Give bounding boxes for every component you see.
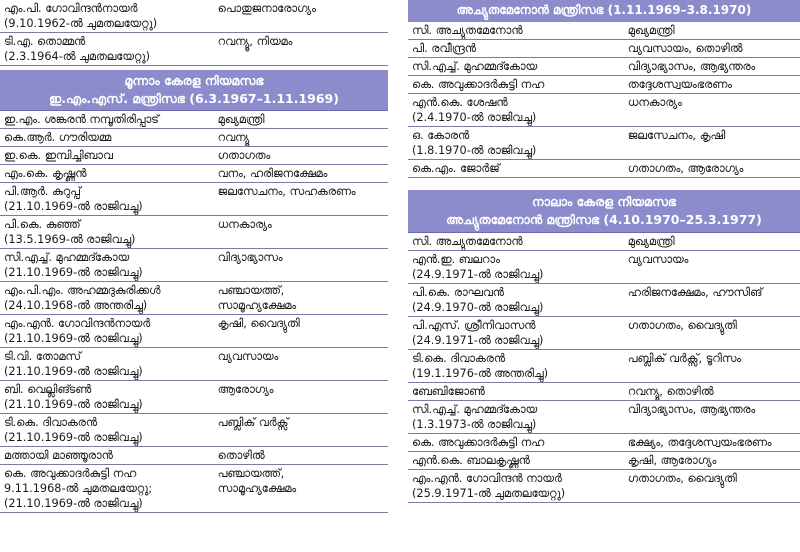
table-row	[408, 350, 800, 383]
table-row	[0, 216, 388, 249]
section-subtitle: അച്യുതമേനോൻ മന്ത്രിസഭ (4.10.1970–25.3.1977)	[446, 212, 762, 227]
minister-name-cell	[0, 447, 214, 465]
minister-name-cell	[0, 165, 214, 183]
portfolio: ധനകാര്യം	[217, 218, 272, 231]
portfolio: തൊഴിൽ	[217, 449, 265, 462]
minister-name-cell	[408, 76, 624, 94]
minister-name: കെ. അവുക്കാദർകുട്ടി നഹ	[4, 467, 137, 480]
left-column	[0, 0, 388, 513]
minister-note: (2.3.1964-ൽ ചുമതലയേറ്റു)	[4, 50, 150, 63]
minister-name: ഇ.എം. ശങ്കരൻ നമ്പൂതിരിപ്പാട്	[4, 113, 159, 126]
portfolio: മുഖ്യമന്ത്രി	[217, 113, 265, 126]
minister-name: സി. അച്യുതമേനോൻ	[412, 235, 523, 248]
minister-name-cell	[408, 317, 624, 350]
table-row	[408, 452, 800, 470]
minister-name-cell	[408, 40, 624, 58]
portfolio-cell	[214, 147, 388, 165]
ministers-table-left-top	[0, 0, 388, 66]
minister-note: (21.10.1969-ൽ രാജിവച്ചു)	[4, 431, 143, 444]
portfolio: വ്യവസായം, തൊഴിൽ	[627, 42, 743, 55]
table-row	[408, 470, 800, 503]
portfolio: വ്യവസായം	[217, 350, 279, 363]
portfolio: കൃഷി, ആരോഗ്യം	[627, 454, 717, 467]
table-row	[408, 284, 800, 317]
portfolio: റവന്യൂ	[217, 131, 250, 144]
minister-name: ടി.എ. തൊമ്മൻ	[4, 35, 86, 48]
portfolio-cell	[214, 447, 388, 465]
minister-note: (2.4.1970-ൽ രാജിവച്ചു)	[412, 111, 537, 124]
table-row	[408, 233, 800, 251]
portfolio: ജലസേചനം, സഹകരണം	[217, 185, 356, 198]
portfolio: മുഖ്യമന്ത്രി	[627, 24, 675, 37]
minister-note: (25.9.1971-ൽ ചുമതലയേറ്റു)	[412, 487, 566, 500]
minister-name-cell	[408, 470, 624, 503]
minister-name: എം.കെ. കൃഷ്ണൻ	[4, 167, 87, 180]
portfolio-cell	[624, 127, 800, 160]
portfolio-cell	[624, 94, 800, 127]
minister-name: ടി.വി. തോമസ്	[4, 350, 81, 363]
portfolio: കൃഷി, വൈദ്യുതി	[217, 317, 300, 330]
minister-name-cell	[408, 233, 624, 251]
portfolio-cell	[624, 470, 800, 503]
minister-name: സി.എച്ച്. മുഹമ്മദ്കോയ	[412, 60, 537, 73]
minister-name-cell	[0, 129, 214, 147]
portfolio: ഗതാഗതം, ആരോഗ്യം	[627, 162, 744, 175]
minister-name: കെ.എം. ജോർജ്	[412, 162, 500, 175]
portfolio: ഗതാഗതം	[217, 149, 271, 162]
portfolio-cell	[624, 401, 800, 434]
minister-name-cell	[0, 111, 214, 129]
minister-name-cell	[0, 33, 214, 66]
minister-note: (1.3.1973-ൽ രാജിവച്ചു)	[412, 418, 537, 431]
minister-name: മത്തായി മാഞ്ഞൂരാൻ	[4, 449, 113, 462]
portfolio: ഹരിജനക്ഷേമം, ഹൗസിങ്	[627, 286, 763, 299]
minister-name: എൻ.ഇ. ബലറാം	[412, 253, 500, 266]
section-header-third-assembly	[0, 70, 388, 111]
minister-name-cell	[408, 350, 624, 383]
table-row	[0, 165, 388, 183]
minister-name-cell	[408, 58, 624, 76]
minister-name-cell	[0, 249, 214, 282]
portfolio-cell	[624, 22, 800, 40]
portfolio: ധനകാര്യം	[627, 96, 682, 109]
portfolio-cell: റവന്യൂ, നിയമം	[214, 33, 388, 66]
minister-name: പി.ആർ. കുറുപ്പ്	[4, 185, 81, 198]
portfolio: വനം, ഹരിജനക്ഷേമം	[217, 167, 328, 180]
portfolio: പഞ്ചായത്ത്,	[217, 284, 285, 297]
table-row	[408, 160, 800, 178]
minister-note: (24.9.1971-ൽ രാജിവച്ചു)	[412, 268, 544, 281]
minister-name: പി.കെ. രാഘവൻ	[412, 286, 504, 299]
portfolio-cell	[214, 414, 388, 447]
table-row	[0, 33, 388, 66]
minister-note: (21.10.1969-ൽ രാജിവച്ചു)	[4, 332, 143, 345]
minister-note: (24.10.1968-ൽ അന്തരിച്ചു)	[4, 299, 148, 312]
table-row	[408, 58, 800, 76]
portfolio-cell	[624, 58, 800, 76]
table-row	[0, 465, 388, 513]
minister-name: സി. അച്യുതമേനോൻ	[412, 24, 523, 37]
minister-name-cell	[0, 315, 214, 348]
minister-name: എം.എൻ. ഗോവിന്ദൻ നായർ	[412, 472, 562, 485]
table-row	[0, 0, 388, 33]
minister-note: (13.5.1969-ൽ രാജിവച്ചു)	[4, 233, 136, 246]
minister-name: സി.എച്ച്. മുഹമ്മദ്കോയ	[412, 403, 537, 416]
portfolio-cell	[624, 350, 800, 383]
minister-note: (21.10.1969-ൽ രാജിവച്ചു)	[4, 200, 143, 213]
portfolio-cell	[624, 452, 800, 470]
minister-name-cell	[408, 127, 624, 160]
portfolio: സാമൂഹ്യക്ഷേമം	[217, 482, 297, 495]
table-row	[0, 381, 388, 414]
minister-name: കെ. അവുക്കാദർകുട്ടി നഹ	[412, 436, 545, 449]
portfolio-cell	[214, 129, 388, 147]
minister-name-cell	[0, 381, 214, 414]
portfolio: പബ്ലിക് വർക്സ്, ടൂറിസം	[627, 352, 741, 365]
section-subtitle: ഇ.എം.എസ്. മന്ത്രിസഭ (6.3.1967–1.11.1969)	[49, 91, 339, 106]
portfolio: ജലസേചനം, കൃഷി	[627, 129, 726, 142]
section-header-achuthamenon-1: അച്യുതമേനോൻ മന്ത്രിസഭ (1.11.1969–3.8.1970)	[408, 0, 800, 22]
minister-name: പി.കെ. കുഞ്ഞ്	[4, 218, 81, 231]
portfolio: ഭക്ഷ്യം, തദ്ദേശസ്വയംഭരണം	[627, 436, 772, 449]
portfolio: മുഖ്യമന്ത്രി	[627, 235, 675, 248]
table-row	[0, 111, 388, 129]
minister-name-cell	[0, 0, 214, 33]
table-row	[408, 40, 800, 58]
table-row	[408, 251, 800, 284]
minister-name: എം.എൻ. ഗോവിന്ദൻനായർ	[4, 317, 151, 330]
table-row	[0, 348, 388, 381]
portfolio: പഞ്ചായത്ത്,	[217, 467, 285, 480]
minister-note: (21.10.1969-ൽ രാജിവച്ചു)	[4, 266, 143, 279]
minister-name-cell	[408, 434, 624, 452]
minister-name-cell	[0, 348, 214, 381]
portfolio-cell	[624, 317, 800, 350]
minister-name: ഒ. കോരൻ	[412, 129, 470, 142]
minister-name: പി. രവീന്ദ്രൻ	[412, 42, 476, 55]
section-title: നാലാം കേരള നിയമസഭ	[532, 194, 676, 209]
table-row	[0, 249, 388, 282]
portfolio: ഗതാഗതം, വൈദ്യുതി	[627, 472, 737, 485]
minister-name-cell	[408, 452, 624, 470]
minister-note: (9.10.1962-ൽ ചുമതലയേറ്റു)	[4, 17, 158, 30]
minister-note: (21.10.1969-ൽ രാജിവച്ചു)	[4, 398, 143, 411]
minister-note: (24.9.1970-ൽ രാജിവച്ചു)	[412, 301, 544, 314]
minister-name: കെ.ആർ. ഗൗരിയമ്മ	[4, 131, 112, 144]
portfolio: പബ്ലിക് വർക്സ്	[217, 416, 289, 429]
minister-name: കെ. അവുക്കാദർകുട്ടി നഹ	[412, 78, 545, 91]
portfolio-cell	[624, 40, 800, 58]
minister-name: ബേബിജോൺ	[412, 385, 485, 398]
portfolio-cell	[214, 315, 388, 348]
minister-name-cell	[408, 383, 624, 401]
minister-name: എം.പി.എം. അഹമ്മദുകുരിക്കൾ	[4, 284, 161, 297]
minister-note: (24.9.1971-ൽ രാജിവച്ചു)	[412, 334, 544, 347]
minister-note: (21.10.1969-ൽ രാജിവച്ചു)	[4, 365, 143, 378]
table-row	[0, 183, 388, 216]
minister-name: എൻ.കെ. ബാലകൃഷ്ണൻ	[412, 454, 530, 467]
ministers-table-right-top	[408, 22, 800, 178]
table-row	[408, 434, 800, 452]
right-column	[408, 0, 800, 503]
portfolio: സാമൂഹ്യക്ഷേമം	[217, 299, 297, 312]
portfolio-cell	[624, 284, 800, 317]
portfolio-cell	[624, 160, 800, 178]
minister-name-cell	[0, 183, 214, 216]
minister-name-cell	[408, 251, 624, 284]
minister-name-cell	[0, 282, 214, 315]
minister-name: ടി.കെ. ദിവാകരൻ	[412, 352, 505, 365]
minister-name-cell	[0, 147, 214, 165]
portfolio-cell	[624, 434, 800, 452]
portfolio-cell	[624, 251, 800, 284]
portfolio-cell	[214, 348, 388, 381]
portfolio-cell	[214, 165, 388, 183]
ministers-table-left	[0, 111, 388, 513]
portfolio: തദ്ദേശസ്വയംഭരണം	[627, 78, 732, 91]
portfolio-cell	[214, 216, 388, 249]
minister-note: (19.1.1976-ൽ അന്തരിച്ചു)	[412, 367, 548, 380]
minister-name: എൻ.കെ. ശേഷൻ	[412, 96, 508, 109]
minister-note: 9.11.1968-ൽ ചുമതലയേറ്റു;	[4, 482, 153, 495]
minister-name-cell	[0, 465, 214, 513]
table-row	[408, 76, 800, 94]
table-row	[0, 129, 388, 147]
table-row	[0, 447, 388, 465]
table-row	[0, 414, 388, 447]
table-row	[408, 401, 800, 434]
minister-name-cell	[408, 160, 624, 178]
minister-name: എം.പി. ഗോവിന്ദൻനായർ	[4, 2, 138, 15]
minister-name-cell	[408, 284, 624, 317]
portfolio-cell	[214, 465, 388, 513]
ministers-table-right	[408, 233, 800, 503]
minister-name-cell	[408, 94, 624, 127]
minister-name-cell	[408, 22, 624, 40]
portfolio-cell: പൊതുജനാരോഗ്യം	[214, 0, 388, 33]
portfolio-cell	[214, 183, 388, 216]
table-row	[408, 127, 800, 160]
portfolio: റവന്യൂ, തൊഴിൽ	[627, 385, 714, 398]
minister-name-cell	[0, 216, 214, 249]
minister-name: പി.എസ്. ശ്രീനിവാസൻ	[412, 319, 536, 332]
portfolio: ഗതാഗതം, വൈദ്യുതി	[627, 319, 737, 332]
portfolio: വിദ്യാഭ്യാസം, ആഭ്യന്തരം	[627, 60, 756, 73]
table-row	[408, 317, 800, 350]
section-header-fourth-assembly	[408, 190, 800, 233]
minister-name: ഇ.കെ. ഇമ്പിച്ചിബാവ	[4, 149, 113, 162]
table-row	[0, 315, 388, 348]
table-row	[408, 22, 800, 40]
minister-name: സി.എച്ച്. മുഹമ്മദ്കോയ	[4, 251, 129, 264]
minister-note: (1.8.1970-ൽ രാജിവച്ചു)	[412, 144, 537, 157]
portfolio: ആരോഗ്യം	[217, 383, 274, 396]
minister-name: ടി.കെ. ദിവാകരൻ	[4, 416, 97, 429]
table-row	[0, 147, 388, 165]
portfolio-cell	[624, 233, 800, 251]
portfolio-cell	[214, 249, 388, 282]
table-row	[408, 94, 800, 127]
table-row	[408, 383, 800, 401]
portfolio-cell	[624, 383, 800, 401]
table-row	[0, 282, 388, 315]
minister-name-cell	[0, 414, 214, 447]
portfolio: വിദ്യാഭ്യാസം	[217, 251, 283, 264]
minister-name-cell	[408, 401, 624, 434]
section-title: മൂന്നാം കേരള നിയമസഭ	[124, 73, 264, 88]
minister-note: (21.10.1969-ൽ രാജിവച്ചു)	[4, 497, 143, 510]
portfolio-cell	[214, 111, 388, 129]
portfolio: വ്യവസായം	[627, 253, 689, 266]
portfolio-cell	[214, 282, 388, 315]
portfolio-cell	[214, 381, 388, 414]
minister-name: ബി. വെല്ലിങ്ടൺ	[4, 383, 92, 396]
portfolio: വിദ്യാഭ്യാസം, ആഭ്യന്തരം	[627, 403, 756, 416]
portfolio-cell	[624, 76, 800, 94]
